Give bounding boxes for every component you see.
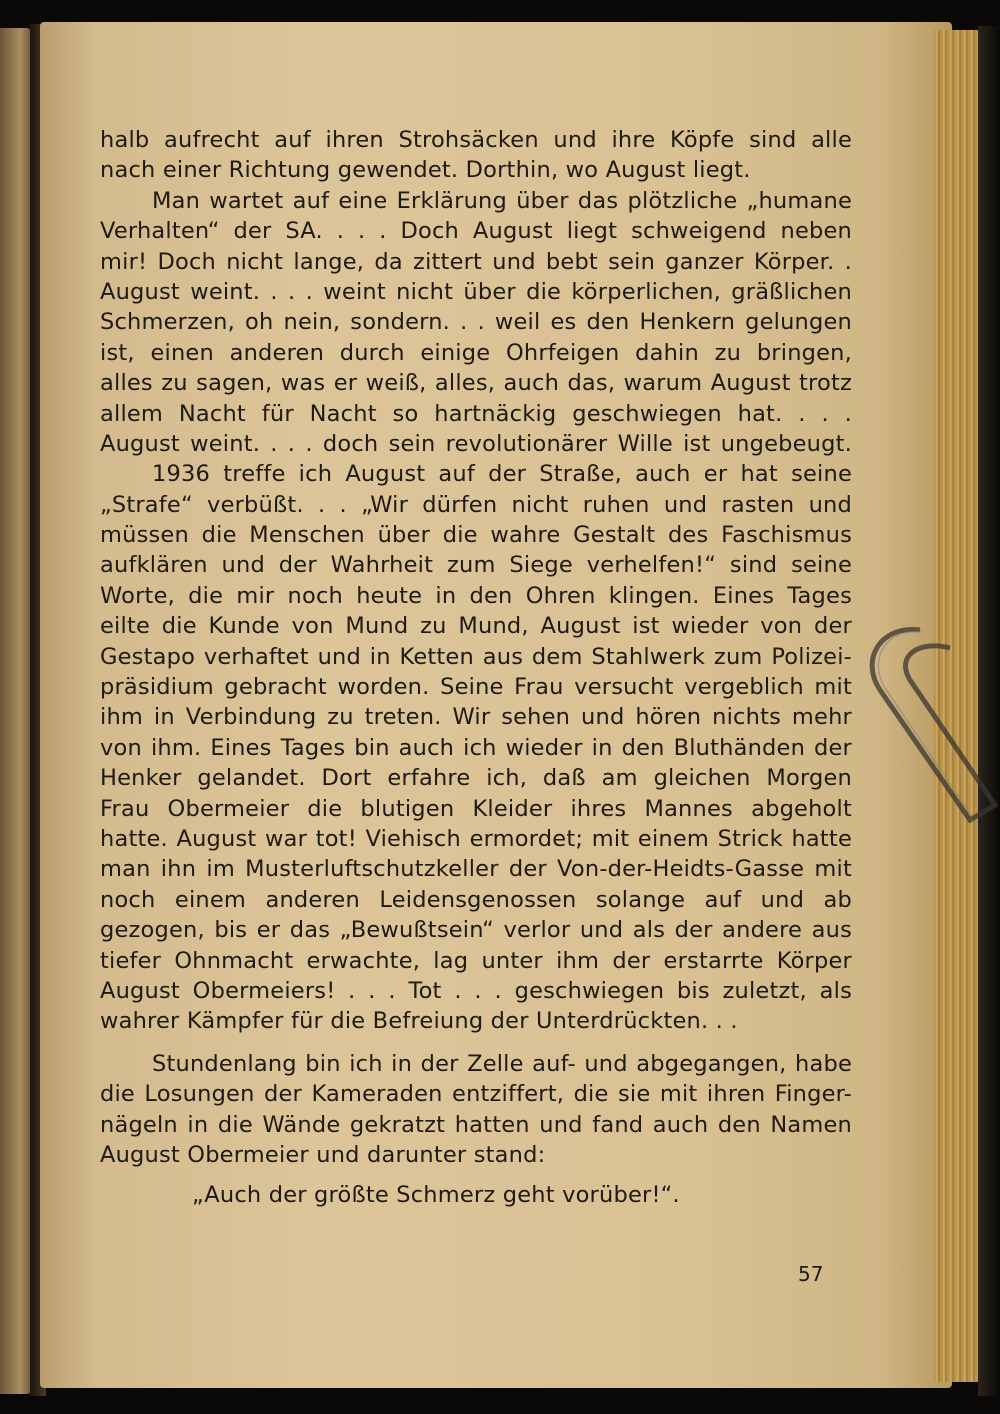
text-line: ist, einen anderen durch einige Ohrfeigen dahin zu bringen, bbox=[100, 339, 852, 366]
text-line: alles zu sagen, was er weiß, alles, auch das, warum August trotz bbox=[100, 370, 852, 397]
text-line: 1936 treffe ich August auf der Straße, auch er hat seine bbox=[152, 461, 852, 488]
text-line: von ihm. Eines Tages bin auch ich wieder in den Bluthänden der bbox=[100, 734, 852, 761]
closing-quote-line: „Auch der größte Schmerz geht vorüber!“. bbox=[192, 1182, 680, 1209]
text-line: tiefer Ohnmacht erwachte, lag unter ihm der erstarrte Körper bbox=[100, 947, 852, 974]
page-body-text bbox=[100, 125, 852, 1211]
text-line: nägeln in die Wände gekratzt hatten und fand auch den Namen bbox=[100, 1111, 852, 1138]
text-line: gezogen, bis er das „Bewußtsein“ verlor und als der andere aus bbox=[100, 917, 852, 944]
text-line: Man wartet auf eine Erklärung über das plötzliche „humane bbox=[152, 187, 852, 214]
text-line: wahrer Kämpfer für die Befreiung der Unterdrückten. . . bbox=[100, 1008, 738, 1035]
text-line: August Obermeiers! . . . Tot . . . geschwiegen bis zuletzt, als bbox=[100, 977, 852, 1004]
text-line: August weint. . . . weint nicht über die körperlichen, gräßlichen bbox=[100, 278, 852, 305]
text-line: präsidium gebracht worden. Seine Frau versucht vergeblich mit bbox=[100, 674, 852, 701]
text-line: „Strafe“ verbüßt. . . „Wir dürfen nicht ruhen und rasten und bbox=[100, 491, 852, 518]
text-line: August weint. . . . doch sein revolutionärer Wille ist ungebeugt. bbox=[100, 430, 852, 457]
text-line: ihm in Verbindung zu treten. Wir sehen und hören nichts mehr bbox=[100, 704, 852, 731]
text-line: man ihn im Musterluftschutzkeller der Von-der-Heidts-Gasse mit bbox=[100, 856, 852, 883]
text-line: aufklären und der Wahrheit zum Siege verhelfen!“ sind seine bbox=[100, 552, 852, 579]
text-line: allem Nacht für Nacht so hartnäckig geschwiegen hat. . . . bbox=[100, 400, 852, 427]
bookmark-ribbon-icon bbox=[860, 620, 1000, 840]
previous-page-edge bbox=[0, 28, 34, 1394]
text-line: müssen die Menschen über die wahre Gestalt des Faschismus bbox=[100, 522, 852, 549]
text-line: Gestapo verhaftet und in Ketten aus dem Stahlwerk zum Polizei- bbox=[100, 643, 852, 670]
text-line: Worte, die mir noch heute in den Ohren klingen. Eines Tages bbox=[100, 582, 852, 609]
page-number: 57 bbox=[798, 1262, 824, 1286]
text-line: halb aufrecht auf ihren Strohsäcken und ihre Köpfe sind alle bbox=[100, 127, 852, 153]
text-line: Stundenlang bin ich in der Zelle auf- und abgegangen, habe bbox=[152, 1050, 852, 1077]
text-line: Henker gelandet. Dort erfahre ich, daß am gleichen Morgen bbox=[100, 765, 852, 792]
text-line: die Losungen der Kameraden entziffert, die sie mit ihren Finger- bbox=[100, 1081, 852, 1108]
text-line: nach einer Richtung gewendet. Dorthin, wo August liegt. bbox=[100, 157, 751, 184]
text-line: August Obermeier und darunter stand: bbox=[100, 1141, 546, 1168]
text-line: Frau Obermeier die blutigen Kleider ihres Mannes abgeholt bbox=[100, 795, 852, 822]
text-line: Verhalten“ der SA. . . . Doch August liegt schweigend neben bbox=[100, 218, 852, 245]
text-line: mir! Doch nicht lange, da zittert und bebt sein ganzer Körper. . bbox=[100, 248, 852, 275]
text-line: eilte die Kunde von Mund zu Mund, August ist wieder von der bbox=[100, 613, 852, 640]
text-line: Schmerzen, oh nein, sondern. . . weil es den Henkern gelungen bbox=[100, 309, 852, 336]
text-line: noch einem anderen Leidensgenossen solange auf und ab bbox=[100, 886, 852, 913]
text-line: hatte. August war tot! Viehisch ermordet; mit einem Strick hatte bbox=[100, 825, 852, 852]
